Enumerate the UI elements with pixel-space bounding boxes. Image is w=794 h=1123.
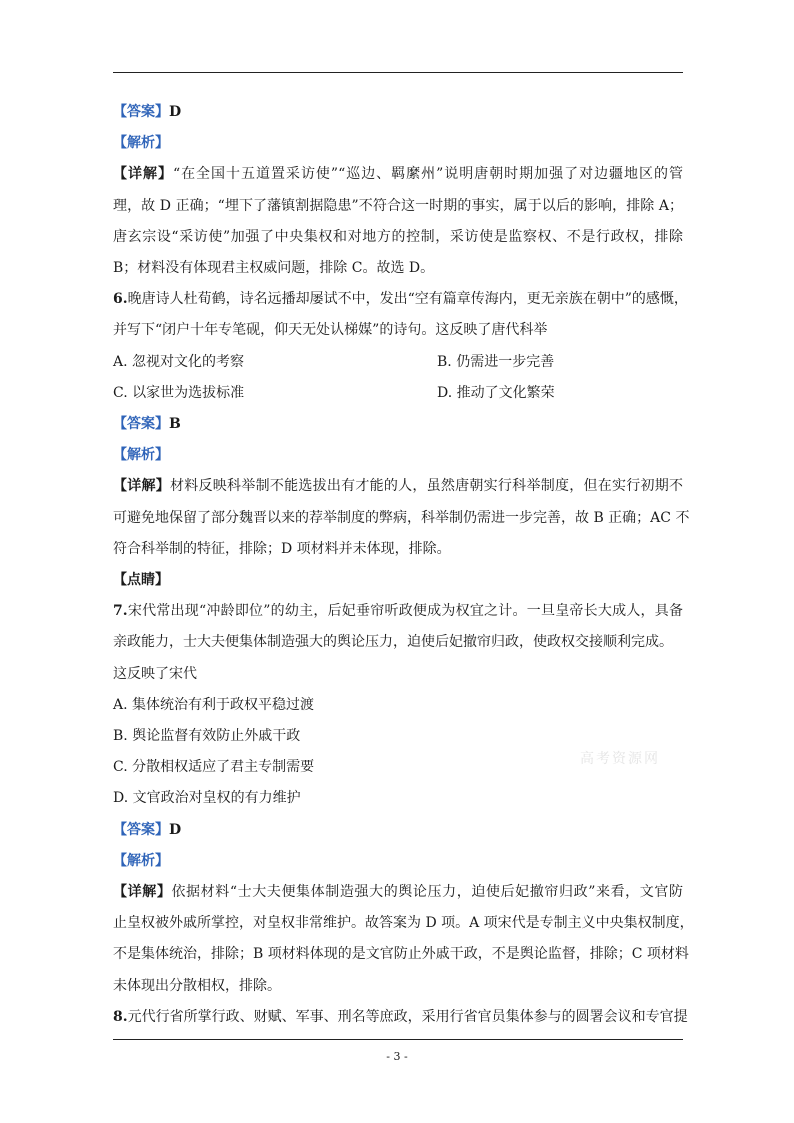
question-number: 6. <box>113 291 128 307</box>
answer-tag: 【答案】 <box>113 822 169 838</box>
q6-detail-line: 可避免地保留了部分魏晋以来的荐举制度的弊病，科举制仍需进一步完善，故 B 正确；AC 不 <box>113 510 690 526</box>
footer-rule <box>113 1039 683 1040</box>
question-number: 8. <box>113 1009 128 1025</box>
q7-stem-line <box>113 601 683 621</box>
detail-tag: 【详解】 <box>113 884 172 900</box>
q6-comment-line <box>113 570 683 590</box>
comment-tag: 【点睛】 <box>113 572 169 588</box>
q7-detail-line <box>113 882 683 902</box>
stem-text: 宋代常出现“冲龄即位”的幼主，后妃垂帘听政便成为权宜之计。一旦皇帝长大成人，具备 <box>127 603 683 619</box>
q5-analysis-line <box>113 133 683 153</box>
stem-text: 元代行省所掌行政、财赋、军事、刑名等庶政，采用行省官员集体参与的圆署会议和专官提 <box>127 1009 688 1025</box>
answer-value: B <box>169 416 181 432</box>
detail-text: 依据材料“士大夫便集体制造强大的舆论压力，迫使后妃撤帘归政”来看，文官防 <box>171 884 684 900</box>
stem-text: 晚唐诗人杜荀鹤，诗名远播却屡试不中，发出“空有篇章传海内，更无亲族在朝中”的感慨， <box>127 291 688 307</box>
q6-option-a: A. 忽视对文化的考察 <box>113 354 245 370</box>
page-number: - 3 - <box>386 1050 408 1063</box>
q7-answer-line <box>113 820 683 840</box>
detail-text: “在全国十五道置采访使”“巡边、羁縻州”说明唐朝时期加强了对边疆地区的管 <box>172 166 683 182</box>
header-rule <box>113 72 683 73</box>
question-number: 7. <box>113 603 128 619</box>
q7-option-a: A. 集体统治有利于政权平稳过渡 <box>113 697 315 713</box>
q6-option-d: D. 推动了文化繁荣 <box>437 385 555 401</box>
q7-stem-line: 亲政能力，士大夫便集体制造强大的舆论压力，迫使后妃撤帘归政，使政权交接顺利完成。 <box>113 634 673 650</box>
answer-tag: 【答案】 <box>113 104 169 120</box>
analysis-tag: 【解析】 <box>113 135 169 151</box>
detail-text: 材料反映科举制不能选拔出有才能的人，虽然唐朝实行科举制度，但在实行初期不 <box>170 478 684 494</box>
q7-detail-line: 止皇权被外戚所掌控，对皇权非常维护。故答案为 D 项。A 项宋代是专制主义中央集权制度， <box>113 915 694 931</box>
q7-detail-line: 不是集体统治，排除；B 项材料体现的是文官防止外戚干政，不是舆论监督，排除；C 项材料 <box>113 946 689 962</box>
q8-stem-line <box>113 1007 688 1027</box>
detail-tag: 【详解】 <box>113 478 171 494</box>
q6-stem-line <box>113 289 688 309</box>
q7-option-c: C. 分散相权适应了君主专制需要 <box>113 759 315 775</box>
q6-answer-line <box>113 414 683 434</box>
q5-answer-line <box>113 102 683 122</box>
q6-option-b: B. 仍需进一步完善 <box>437 354 555 370</box>
q6-option-c: C. 以家世为选拔标准 <box>113 385 245 401</box>
answer-tag: 【答案】 <box>113 416 169 432</box>
answer-value: D <box>169 822 182 838</box>
analysis-tag: 【解析】 <box>113 853 169 869</box>
q5-detail-line: 唐玄宗设“采访使”加强了中央集权和对地方的控制，采访使是监察权、不是行政权，排除 <box>113 229 683 245</box>
q7-analysis-line <box>113 851 683 871</box>
q5-detail-line: B；材料没有体现君主权威问题，排除 C。故选 D。 <box>113 260 435 276</box>
q5-detail-line <box>113 164 683 184</box>
q6-analysis-line <box>113 445 683 465</box>
q6-detail-line: 符合科举制的特征，排除；D 项材料并未体现，排除。 <box>113 541 451 557</box>
q7-option-d: D. 文官政治对皇权的有力维护 <box>113 790 301 806</box>
q6-stem-line: 并写下“闭户十年专笔砚，仰天无处认梯媒”的诗句。这反映了唐代科举 <box>113 322 548 338</box>
q6-detail-line <box>113 476 683 496</box>
watermark: 高考资源网 <box>580 751 660 767</box>
detail-tag: 【详解】 <box>113 166 173 182</box>
q5-detail-line: 理，故 D 正确；“埋下了藩镇割据隐患”不符合这一时期的事实，属于以后的影响，排除 A； <box>113 198 683 214</box>
answer-value: D <box>169 104 182 120</box>
q7-detail-line: 未体现出分散相权，排除。 <box>113 978 281 994</box>
q7-stem-line: 这反映了宋代 <box>113 666 197 682</box>
q7-option-b: B. 舆论监督有效防止外戚干政 <box>113 728 301 744</box>
analysis-tag: 【解析】 <box>113 447 169 463</box>
